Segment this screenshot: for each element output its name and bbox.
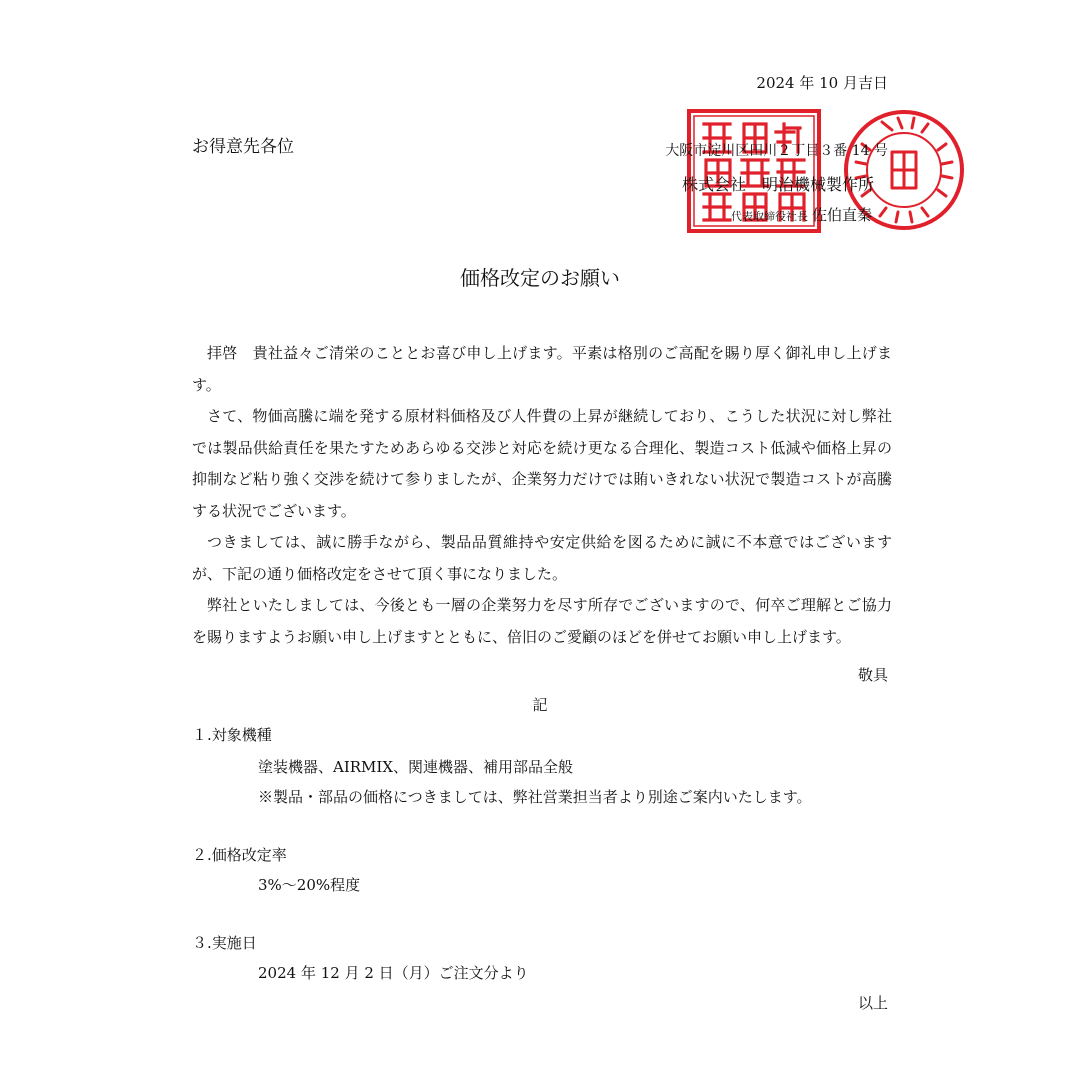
sender-address: 大阪市淀川区田川２丁目３番 14 号 [665, 143, 888, 159]
paragraph: つきましては、誠に勝手ながら、製品品質維持や安定供給を図るために誠に不本意ではございますが、下記の通り価格改定をさせて頂く事になりました。 [192, 533, 892, 583]
section-heading-rate: ２.価格改定率 [192, 846, 287, 864]
sender-representative [731, 204, 872, 225]
section-heading-models: １.対象機種 [192, 726, 272, 744]
section-line: 塗装機器、AIRMIX、関連機器、補用部品全般 [258, 758, 574, 776]
end-mark: 以上 [857, 994, 888, 1012]
section-line: 3%～20%程度 [258, 876, 361, 894]
paragraph: 拝啓 貴社益々ご清栄のこととお喜び申し上げます。平素は格別のご高配を賜り厚く御礼申し上げます。 [192, 344, 892, 394]
paragraph: 弊社といたしましては、今後とも一層の企業努力を尽す所存でございますので、何卒ご理解とご協力を賜りますようお願い申し上げますとともに、倍旧のご愛顧のほどを併せてお願い申し上げます。 [192, 596, 892, 646]
paragraph: さて、物価高騰に端を発する原材料価格及び人件費の上昇が継続しており、こうした状況に対し弊社では製品供給責任を果たすためあらゆる交渉と対応を続け更なる合理化、製造コスト低減や価格上昇の抑制など粘り強く交渉を続けて参りましたが、企業努力だけでは賄いきれない状況で製造コストが高騰する状況でございます。 [192, 407, 892, 520]
representative-name: 佐伯直秦 [811, 206, 872, 224]
document-title: 価格改定のお願い [460, 266, 620, 290]
representative-title: 代表取締役社長 [730, 210, 808, 223]
issue-date: 2024 年 10 月吉日 [756, 74, 888, 92]
letter-body [192, 338, 892, 653]
recipient: お得意先各位 [192, 137, 294, 157]
ki-heading: 記 [532, 696, 548, 714]
section-line: 2024 年 12 月 2 日（月）ご注文分より [258, 964, 529, 982]
sender-company: 株式会社 明治機械製作所 [681, 175, 874, 194]
section-heading-date: ３.実施日 [192, 934, 257, 952]
section-line: ※製品・部品の価格につきましては、弊社営業担当者より別途ご案内いたします。 [258, 788, 812, 806]
closing-word: 敬具 [857, 666, 888, 684]
